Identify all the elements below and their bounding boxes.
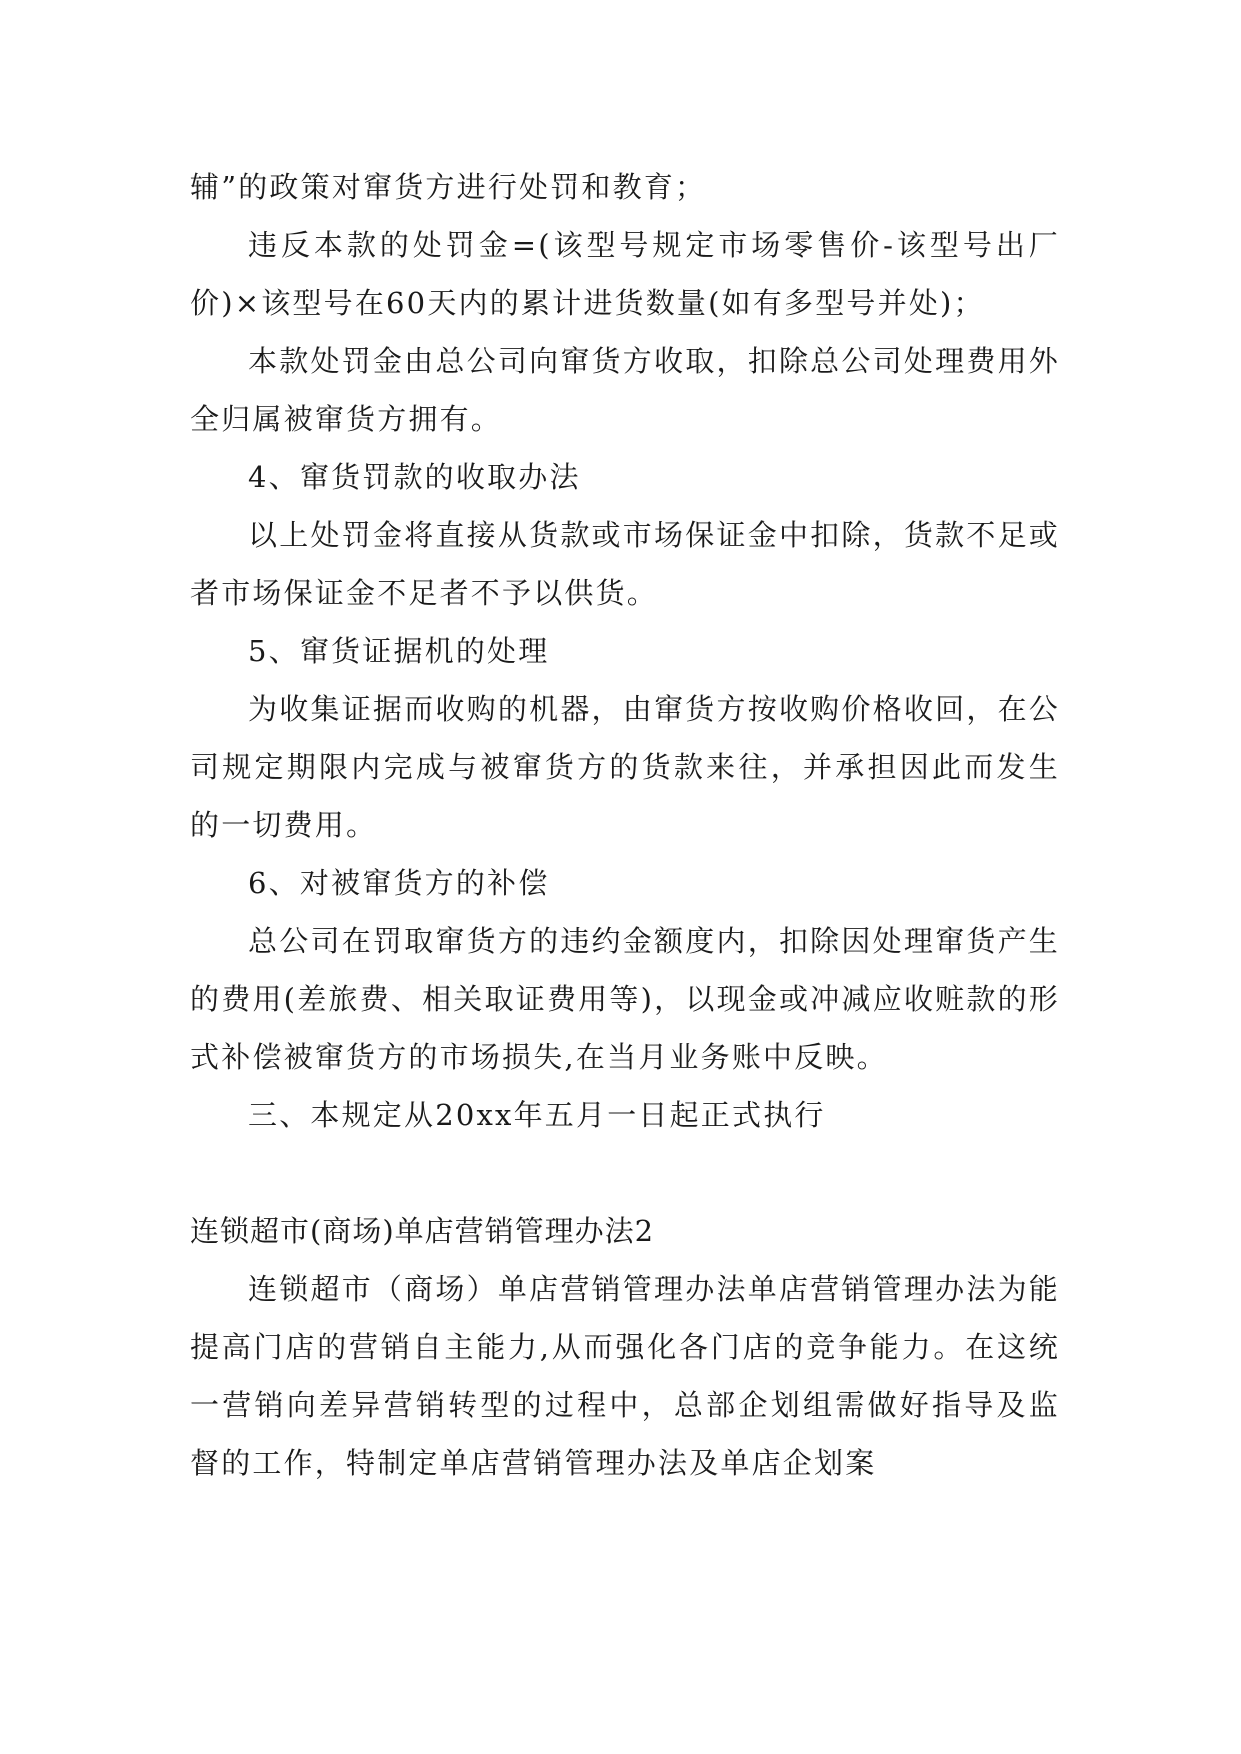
paragraph-policy-continuation: 辅”的政策对窜货方进行处罚和教育； — [190, 170, 707, 204]
paragraph-penalty-collection: 本款处罚金由总公司向窜货方收取，扣除总公司处理费用外全归属被窜货方拥有。 — [190, 344, 1060, 436]
paragraph-compensation: 总公司在罚取窜货方的违约金额度内，扣除因处理窜货产生的费用(差旅费、相关取证费用等)，以现金或冲减应收赃款的形式补偿被窜货方的市场损失,在当月业务账中反映。 — [190, 924, 1060, 1074]
paragraph-evidence-machine: 为收集证据而收购的机器，由窜货方按收购价格收回，在公司规定期限内完成与被窜货方的货款来往，并承担因此而发生的一切费用。 — [190, 692, 1060, 842]
heading-evidence-machine-handling: 5、窜货证据机的处理 — [248, 634, 550, 668]
heading-effective-date: 三、本规定从20xx年五月一日起正式执行 — [248, 1098, 826, 1132]
section-title: 连锁超市(商场)单店营销管理办法2 — [190, 1214, 655, 1248]
heading-compensation: 6、对被窜货方的补偿 — [248, 866, 550, 900]
heading-fine-collection-method: 4、窜货罚款的收取办法 — [248, 460, 581, 494]
paragraph-fine-deduction: 以上处罚金将直接从货款或市场保证金中扣除，货款不足或者市场保证金不足者不予以供货。 — [190, 518, 1060, 610]
paragraph-store-marketing-intro: 连锁超市（商场）单店营销管理办法单店营销管理办法为能提高门店的营销自主能力,从而强化各门店的竞争能力。在这统一营销向差异营销转型的过程中，总部企划组需做好指导及监督的工作，特制定单店营销管理办法及单店企划案 — [190, 1272, 1060, 1480]
paragraph-penalty-formula: 违反本款的处罚金=(该型号规定市场零售价-该型号出厂价)×该型号在60天内的累计进货数量(如有多型号并处)； — [190, 228, 1060, 320]
document-body — [190, 158, 1060, 1492]
